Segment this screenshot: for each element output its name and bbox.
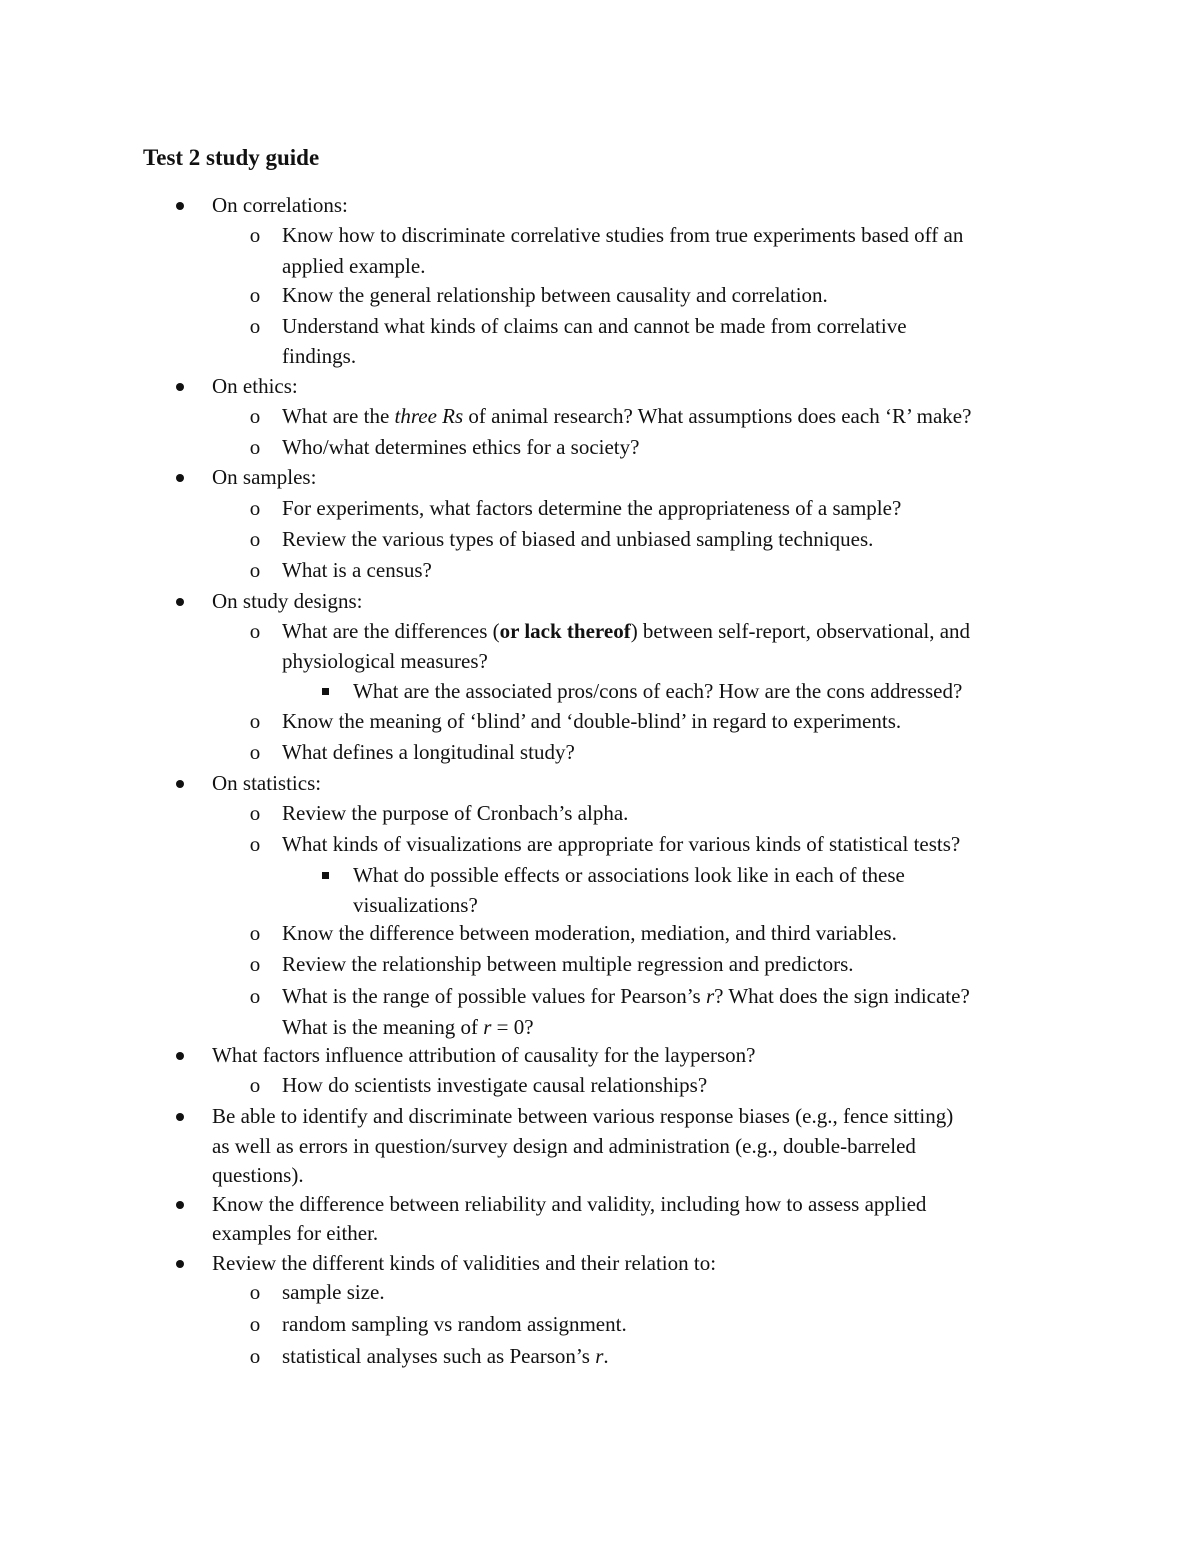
list-item: Know the difference between moderation, mediation, and third variables. (282, 921, 897, 945)
bullet-dot-icon (165, 1101, 195, 1131)
list-item-continuation: as well as errors in question/survey design and administration (e.g., double-barreled (212, 1134, 916, 1158)
bullet-o-icon: o (249, 952, 261, 976)
bullet-dot-icon (165, 768, 195, 798)
section-heading-correlations: On correlations: (212, 193, 348, 217)
list-item: What are the differences (or lack thereof) between self-report, observational, and (282, 619, 971, 643)
section-heading-statistics: On statistics: (212, 771, 322, 795)
list-item: What defines a longitudinal study? (282, 740, 575, 764)
bullet-o-icon: o (249, 558, 261, 582)
list-item: Be able to identify and discriminate between various response biases (e.g., fence sitting) (212, 1104, 954, 1128)
list-item-continuation: applied example. (282, 254, 426, 278)
bullet-o-icon: o (249, 314, 261, 338)
bullet-o-icon: o (249, 984, 261, 1008)
list-item: Review the various types of biased and unbiased sampling techniques. (282, 527, 874, 551)
bullet-o-icon: o (249, 283, 261, 307)
list-item: What is a census? (282, 558, 432, 582)
list-item: random sampling vs random assignment. (282, 1312, 627, 1336)
bullet-o-icon: o (249, 740, 261, 764)
bullet-square-icon (310, 860, 340, 890)
list-item: Understand what kinds of claims can and cannot be made from correlative (282, 314, 907, 338)
list-item: Review the purpose of Cronbach’s alpha. (282, 801, 629, 825)
bullet-dot-icon (165, 371, 195, 401)
list-item: Know the meaning of ‘blind’ and ‘double-blind’ in regard to experiments. (282, 709, 902, 733)
bullet-o-icon: o (249, 832, 261, 856)
bullet-o-icon: o (249, 1073, 261, 1097)
list-item: Know the general relationship between causality and correlation. (282, 283, 828, 307)
bullet-square-icon (310, 676, 340, 706)
list-item: How do scientists investigate causal relationships? (282, 1073, 708, 1097)
bullet-dot-icon (165, 586, 195, 616)
bullet-dot-icon (165, 462, 195, 492)
section-heading-causality: What factors influence attribution of causality for the layperson? (212, 1043, 756, 1067)
list-item: Know the difference between reliability and validity, including how to assess applied (212, 1192, 927, 1216)
bullet-o-icon: o (249, 223, 261, 247)
bullet-o-icon: o (249, 527, 261, 551)
bullet-dot-icon (165, 1248, 195, 1278)
list-item-continuation: questions). (212, 1163, 304, 1187)
bullet-o-icon: o (249, 801, 261, 825)
list-item-continuation: What is the meaning of r = 0? (282, 1015, 534, 1039)
list-item: Review the relationship between multiple regression and predictors. (282, 952, 854, 976)
bullet-o-icon: o (249, 1312, 261, 1336)
bullet-o-icon: o (249, 435, 261, 459)
list-item: Who/what determines ethics for a society? (282, 435, 640, 459)
section-heading-study-designs: On study designs: (212, 589, 363, 613)
sub-list-item: What do possible effects or associations look like in each of these (353, 863, 905, 887)
section-heading-samples: On samples: (212, 465, 317, 489)
list-item: What is the range of possible values for Pearson’s r? What does the sign indicate? (282, 984, 970, 1008)
list-item: What are the three Rs of animal research? What assumptions does each ‘R’ make? (282, 404, 972, 428)
list-item: statistical analyses such as Pearson’s r. (282, 1344, 609, 1368)
sub-list-item-continuation: visualizations? (353, 893, 478, 917)
list-item-continuation: physiological measures? (282, 649, 488, 673)
list-item: Know how to discriminate correlative studies from true experiments based off an (282, 223, 964, 247)
list-item-continuation: examples for either. (212, 1221, 379, 1245)
bullet-o-icon: o (249, 709, 261, 733)
section-heading-ethics: On ethics: (212, 374, 298, 398)
bullet-dot-icon (165, 1040, 195, 1070)
list-item: What kinds of visualizations are appropriate for various kinds of statistical tests? (282, 832, 961, 856)
bullet-o-icon: o (249, 404, 261, 428)
list-item: sample size. (282, 1280, 385, 1304)
bullet-dot-icon (165, 190, 195, 220)
bullet-dot-icon (165, 1189, 195, 1219)
list-item: For experiments, what factors determine the appropriateness of a sample? (282, 496, 902, 520)
bullet-o-icon: o (249, 1344, 261, 1368)
bullet-o-icon: o (249, 619, 261, 643)
list-item-continuation: findings. (282, 344, 357, 368)
page-title: Test 2 study guide (143, 145, 320, 170)
bullet-o-icon: o (249, 921, 261, 945)
bullet-o-icon: o (249, 496, 261, 520)
bullet-o-icon: o (249, 1280, 261, 1304)
sub-list-item: What are the associated pros/cons of each? How are the cons addressed? (353, 679, 963, 703)
section-heading-validities: Review the different kinds of validities and their relation to: (212, 1251, 717, 1275)
